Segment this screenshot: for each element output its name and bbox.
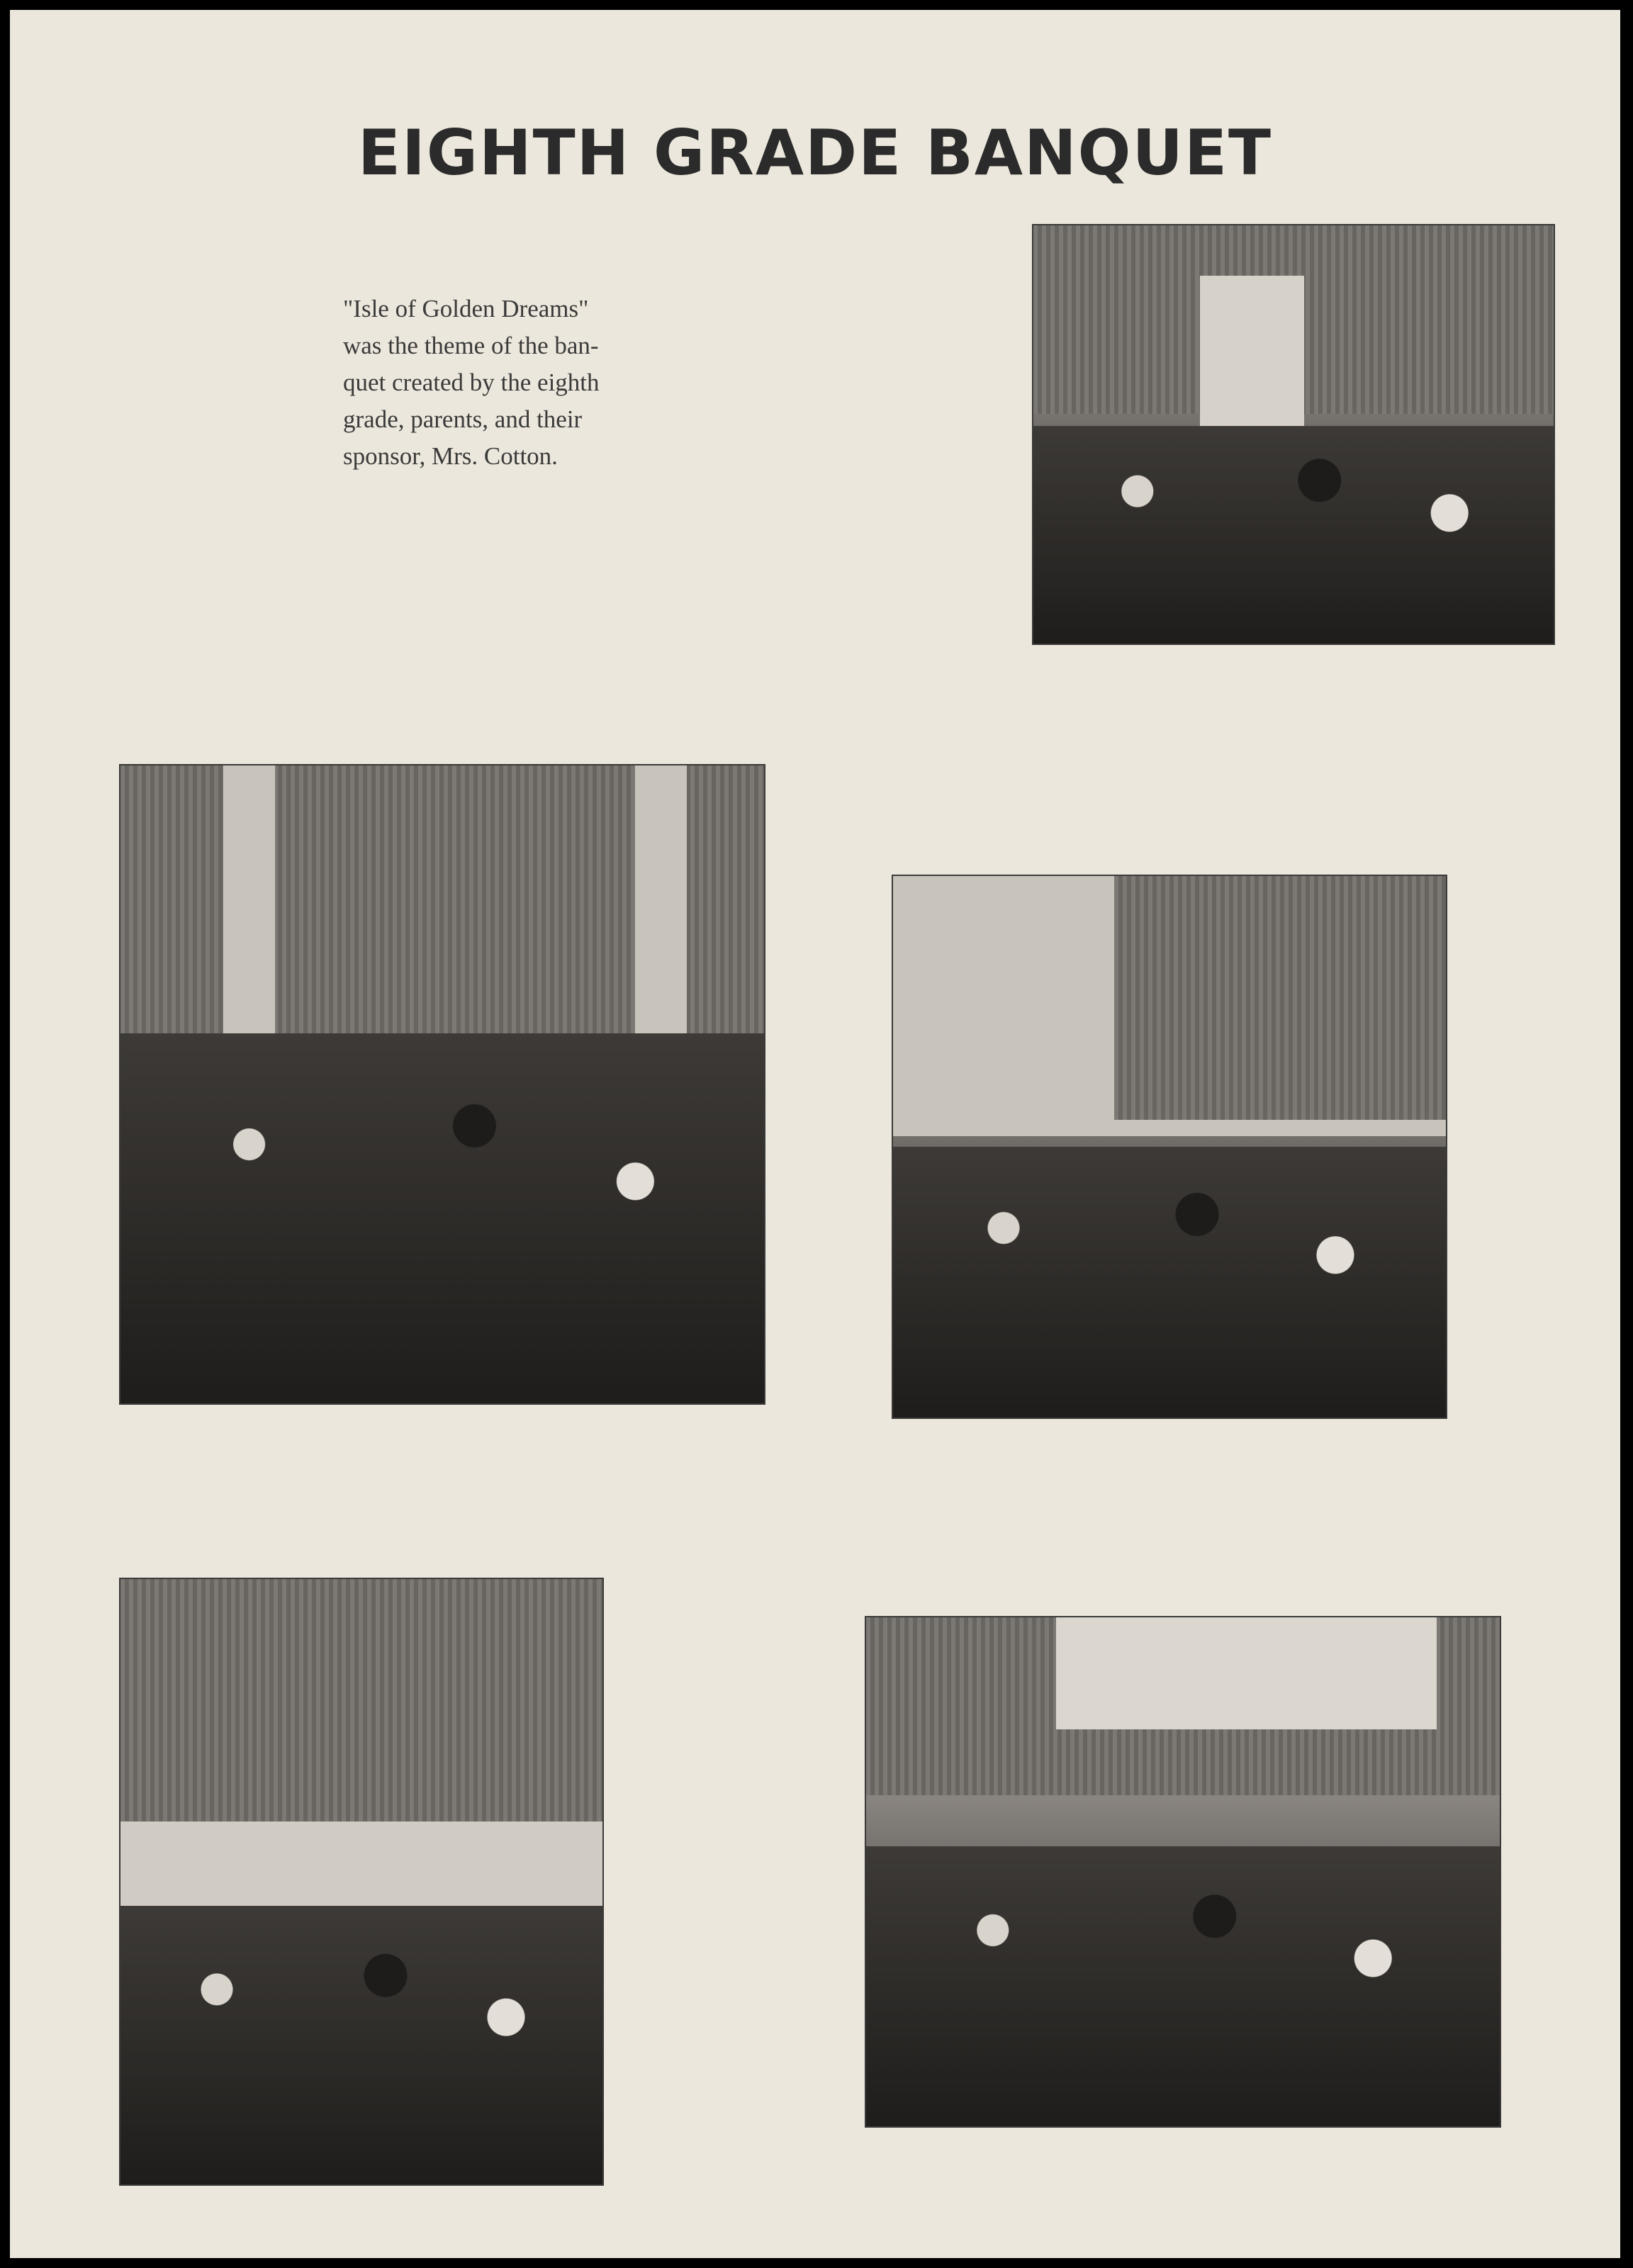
caption-line: quet created by the eighth	[343, 369, 600, 396]
caption-line: was the theme of the ban-	[343, 332, 599, 359]
caption-line: grade, parents, and their	[343, 405, 583, 433]
photo-bottom-right	[865, 1616, 1501, 2128]
photo-bottom-left	[119, 1578, 604, 2186]
yearbook-page	[10, 10, 1620, 2258]
caption-line: "Isle of Golden Dreams"	[343, 295, 589, 322]
caption-text	[343, 291, 712, 475]
photo-middle-right	[892, 875, 1447, 1419]
caption-line: sponsor, Mrs. Cotton.	[343, 442, 558, 470]
photo-middle-left	[119, 764, 765, 1405]
page-title: EIGHTH GRADE BANQUET	[357, 116, 1273, 189]
photo-top-right	[1032, 224, 1555, 645]
